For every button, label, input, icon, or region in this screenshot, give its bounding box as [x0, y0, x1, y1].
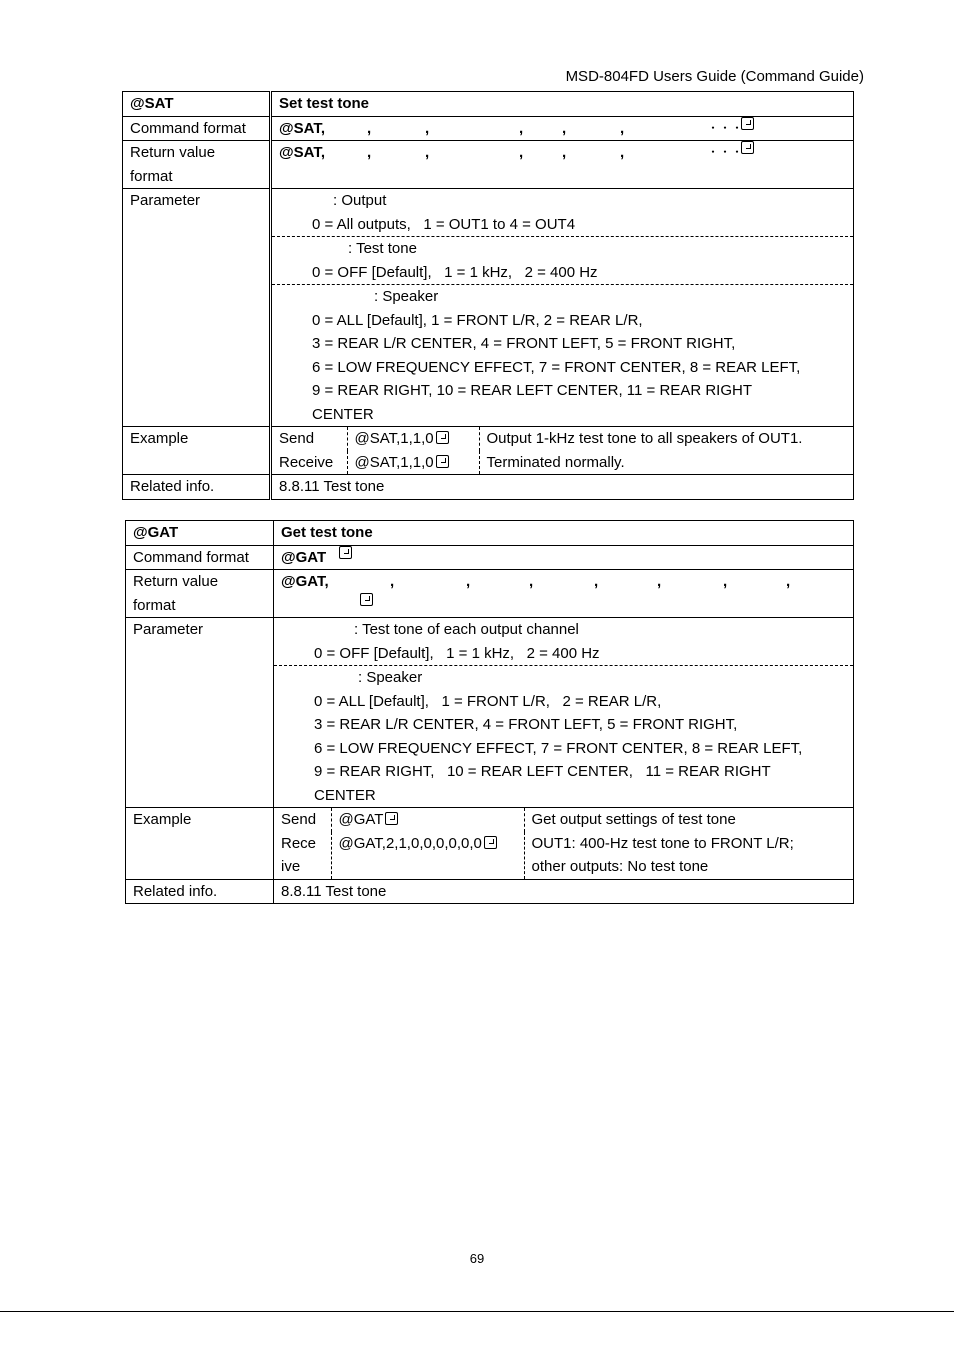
param-values: 3 = REAR L/R CENTER, 4 = FRONT LEFT, 5 = FRONT RIGHT, — [314, 716, 738, 733]
label-line: ive — [281, 858, 301, 875]
gat-return-format-cell — [274, 570, 854, 618]
gat-parameter-label: Parameter — [126, 618, 274, 808]
command-text: @SAT,1,1,0 — [354, 453, 434, 471]
sat-related-label: Related info. — [123, 475, 271, 500]
gat-return-format-prefix: @GAT, — [281, 573, 329, 590]
sat-related-value: 8.8.11 Test tone — [271, 475, 854, 500]
comma: , — [723, 573, 728, 590]
param-values: 0 = ALL [Default], 1 = FRONT L/R, 2 = REAR L/R, — [312, 311, 643, 329]
gat-return-format-label — [126, 570, 274, 618]
sat-cmd-format-label: Command format — [123, 116, 271, 141]
param-values: 6 = LOW FREQUENCY EFFECT, 7 = FRONT CENTER, 8 = REAR LEFT, — [312, 358, 801, 376]
param-values: CENTER — [312, 405, 374, 423]
receive-command — [331, 832, 524, 879]
comma: , — [519, 144, 524, 161]
send-command — [331, 808, 524, 832]
ellipsis: ・・・ — [707, 145, 744, 159]
return-key-icon — [436, 431, 449, 444]
sat-param-output — [272, 189, 853, 236]
label-line: Return value — [133, 573, 219, 590]
sat-example-cell — [271, 427, 854, 475]
return-key-icon — [436, 455, 449, 468]
comma: , — [529, 573, 534, 590]
label-line: format — [133, 596, 176, 614]
sat-example-label: Example — [123, 427, 271, 475]
param-label: : Output — [333, 192, 387, 209]
param-label: : Test tone — [348, 240, 417, 257]
gat-related-value: 8.8.11 Test tone — [274, 879, 854, 904]
sat-param-speaker — [272, 284, 853, 426]
param-values: 0 = OFF [Default], 1 = 1 kHz, 2 = 400 Hz — [314, 644, 600, 662]
receive-description — [524, 832, 853, 879]
comma: , — [594, 573, 599, 590]
command-text: @GAT,2,1,0,0,0,0,0,0 — [338, 834, 482, 852]
receive-description: Terminated normally. — [479, 451, 853, 475]
gat-cmd-format-cell — [274, 545, 854, 570]
param-label: : Test tone of each output channel — [354, 621, 579, 638]
gat-param-speaker — [274, 666, 853, 807]
gat-command-table — [125, 520, 854, 904]
comma: , — [390, 573, 395, 590]
sat-command-title: Set test tone — [271, 92, 854, 117]
gat-param-test-tone — [274, 618, 853, 666]
param-values: 9 = REAR RIGHT, 10 = REAR LEFT CENTER, 11 = REAR RIGHT — [314, 763, 771, 780]
return-key-icon — [385, 812, 398, 825]
send-description: Get output settings of test tone — [524, 808, 853, 832]
receive-command — [347, 451, 479, 475]
param-values: 3 = REAR L/R CENTER, 4 = FRONT LEFT, 5 = FRONT RIGHT, — [312, 335, 736, 352]
param-values: 0 = ALL [Default], 1 = FRONT L/R, 2 = REAR L/R, — [314, 692, 662, 710]
command-text: @SAT,1,1,0 — [354, 430, 434, 447]
gat-cmd-format-label: Command format — [126, 545, 274, 570]
receive-label — [274, 832, 331, 879]
comma: , — [620, 119, 625, 137]
comma: , — [620, 144, 625, 161]
comma: , — [425, 144, 430, 161]
comma: , — [657, 573, 662, 590]
send-command — [347, 427, 479, 451]
return-key-icon — [484, 836, 497, 849]
sat-return-format-cell — [271, 141, 854, 189]
description-line: OUT1: 400-Hz test tone to FRONT L/R; — [531, 834, 794, 852]
return-key-icon — [360, 593, 373, 606]
send-description: Output 1-kHz test tone to all speakers of OUT1. — [479, 427, 853, 451]
comma: , — [367, 119, 372, 137]
send-label: Send — [281, 811, 317, 828]
label-line: Rece — [281, 834, 317, 852]
sat-command-name: @SAT — [123, 92, 271, 117]
gat-example-label: Example — [126, 808, 274, 880]
gat-related-label: Related info. — [126, 879, 274, 904]
param-values: 0 = OFF [Default], 1 = 1 kHz, 2 = 400 Hz — [312, 263, 598, 281]
gat-cmd-format-prefix: @GAT — [281, 548, 327, 566]
comma: , — [562, 144, 567, 161]
param-values: 6 = LOW FREQUENCY EFFECT, 7 = FRONT CENTER, 8 = REAR LEFT, — [314, 739, 803, 757]
comma: , — [786, 573, 791, 590]
label-line: Return value — [130, 144, 216, 161]
gat-command-title: Get test tone — [274, 521, 854, 546]
return-key-icon — [339, 546, 352, 559]
return-key-icon — [741, 117, 754, 130]
param-values: 9 = REAR RIGHT, 10 = REAR LEFT CENTER, 11 = REAR RIGHT — [312, 382, 752, 399]
page-header: MSD-804FD Users Guide (Command Guide) — [565, 68, 864, 85]
gat-command-name: @GAT — [126, 521, 274, 546]
sat-return-format-label — [123, 141, 271, 189]
sat-parameter-label: Parameter — [123, 189, 271, 427]
comma: , — [367, 144, 372, 161]
command-text: @GAT — [338, 811, 384, 828]
comma: , — [519, 119, 524, 137]
ellipsis: ・・・ — [707, 120, 744, 135]
param-label: : Speaker — [358, 669, 423, 686]
sat-parameter-cell — [271, 189, 854, 427]
sat-cmd-format-cell — [271, 116, 854, 141]
gat-example-cell — [274, 808, 854, 880]
param-values: 0 = All outputs, 1 = OUT1 to 4 = OUT4 — [312, 215, 576, 233]
send-label: Send — [279, 430, 315, 447]
sat-cmd-format-prefix: @SAT, — [279, 119, 326, 137]
page-number: 69 — [469, 1251, 485, 1266]
param-values: CENTER — [314, 786, 376, 804]
description-line: other outputs: No test tone — [531, 858, 709, 875]
receive-label: Receive — [279, 453, 334, 471]
comma: , — [425, 119, 430, 137]
return-key-icon — [741, 141, 754, 154]
label-line: format — [130, 167, 173, 185]
comma: , — [466, 573, 471, 590]
footer-divider — [0, 1311, 954, 1312]
sat-param-test-tone — [272, 236, 853, 284]
sat-command-table — [122, 91, 854, 500]
param-label: : Speaker — [374, 288, 439, 305]
sat-return-format-prefix: @SAT, — [279, 144, 326, 161]
comma: , — [562, 119, 567, 137]
gat-parameter-cell — [274, 618, 854, 808]
